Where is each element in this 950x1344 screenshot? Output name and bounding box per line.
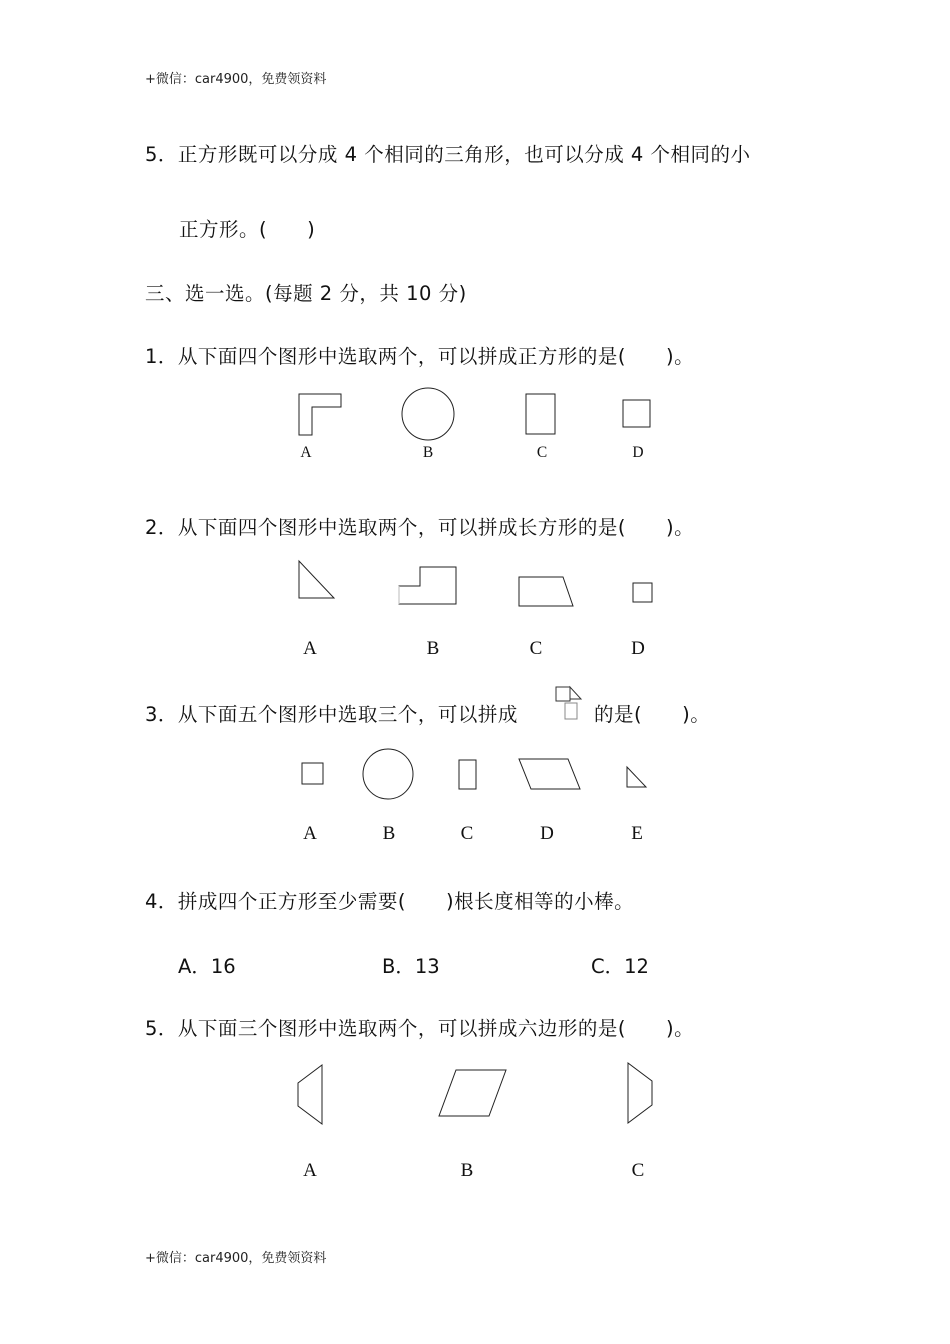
question-text: 拼成四个正方形至少需要( )根长度相等的小棒。 xyxy=(177,890,635,913)
q4-option-c[interactable]: C．12 xyxy=(591,955,649,978)
q4-option-a[interactable]: A．16 xyxy=(178,955,236,978)
q2-label-d: D xyxy=(631,638,645,659)
q2-figures xyxy=(290,555,670,615)
question-1 xyxy=(145,341,694,369)
q5-label-b: B xyxy=(460,1160,474,1181)
q3-shape-b-circle xyxy=(363,749,413,799)
q1-shape-c-rectangle xyxy=(526,394,555,434)
q3-label-a: A xyxy=(303,823,317,844)
q5-shape-a-trapezoid xyxy=(298,1065,322,1124)
section-heading: 三、选一选。(每题 2 分，共 10 分) xyxy=(145,282,467,305)
question-number: 3． xyxy=(145,703,178,726)
q2-label-a: A xyxy=(303,638,317,659)
q3-shape-e-triangle xyxy=(627,767,646,787)
question-text: 从下面四个图形中选取两个，可以拼成正方形的是( )。 xyxy=(177,345,695,368)
q3-shape-d-parallelogram xyxy=(519,759,580,789)
question-text: 从下面四个图形中选取两个，可以拼成长方形的是( )。 xyxy=(177,516,695,539)
q2-shape-d-square xyxy=(633,583,652,602)
question-number: 5． xyxy=(145,143,178,166)
q1-shape-a-l-shape xyxy=(299,394,341,435)
question-number: 1． xyxy=(145,345,178,368)
q1-figures xyxy=(290,385,670,445)
question-text: 从下面三个图形中选取两个，可以拼成六边形的是( )。 xyxy=(177,1017,695,1040)
q3-label-d: D xyxy=(540,823,554,844)
q4-option-b[interactable]: B．13 xyxy=(382,955,440,978)
q1-label-d: D xyxy=(632,444,644,461)
q1-shape-b-circle xyxy=(402,388,454,440)
question-3-tail: 的是( )。 xyxy=(594,703,711,726)
question-text: 正方形既可以分成 4 个相同的三角形，也可以分成 4 个相同的小 xyxy=(177,143,751,166)
q2-label-b: B xyxy=(426,638,440,659)
question-3 xyxy=(145,699,518,727)
question-number: 5． xyxy=(145,1017,178,1040)
q2-shape-a-triangle xyxy=(299,561,334,598)
question-5 xyxy=(145,1013,694,1041)
question-2 xyxy=(145,512,694,540)
watermark-top: +微信：car4900，免费领资料 xyxy=(145,72,327,87)
q5-label-c: C xyxy=(631,1160,645,1181)
q2-label-c: C xyxy=(529,638,543,659)
q1-label-b: B xyxy=(422,444,434,461)
q1-label-c: C xyxy=(536,444,548,461)
q2-shape-b-step xyxy=(399,567,456,604)
q5-shape-b-parallelogram xyxy=(439,1070,506,1116)
q5-shape-c-trapezoid xyxy=(628,1063,652,1123)
q5-label-a: A xyxy=(303,1160,317,1181)
question-4 xyxy=(145,886,634,914)
q3-label-e: E xyxy=(631,823,643,844)
q1-shape-d-square xyxy=(623,400,650,427)
judgment-q5-line1 xyxy=(145,139,751,167)
q1-label-a: A xyxy=(300,444,312,461)
question-text: 从下面五个图形中选取三个，可以拼成 xyxy=(177,703,518,726)
question-number: 2． xyxy=(145,516,178,539)
q3-target-shape xyxy=(554,685,586,721)
question-number: 4． xyxy=(145,890,178,913)
q3-label-c: C xyxy=(460,823,474,844)
judgment-q5-line2: 正方形。( ) xyxy=(179,218,316,241)
q2-shape-c-trapezoid xyxy=(519,577,573,606)
watermark-bottom: +微信：car4900，免费领资料 xyxy=(145,1251,327,1266)
q3-label-b: B xyxy=(382,823,396,844)
q3-shape-a-square xyxy=(302,763,323,784)
q3-shape-c-rectangle xyxy=(459,760,476,789)
q5-figures xyxy=(290,1060,670,1130)
q3-figures xyxy=(290,745,670,805)
